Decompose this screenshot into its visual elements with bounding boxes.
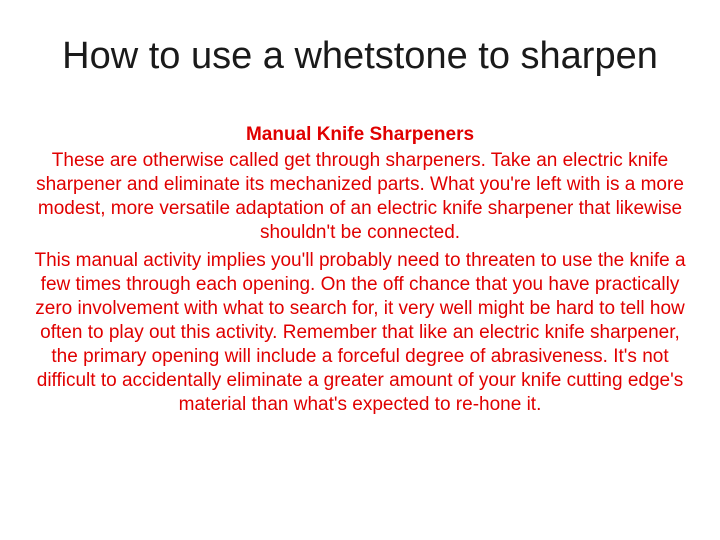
paragraph-1: These are otherwise called get through sharpeners. Take an electric knife sharpener and eliminate its mechanized parts. What you're left with is a more modest, more versatile adaptation of an electric knife sharpener that likewise shouldn't be connected. <box>36 150 684 243</box>
slide-title: How to use a whetstone to sharpen <box>62 35 658 77</box>
paragraph-2: This manual activity implies you'll probably need to threaten to use the knife a few times through each opening. On the off chance that you have practically zero involvement with what to search for, it very well might be hard to tell how often to play out this activity. Remember that like an electric knife sharpener, the primary opening will include a forceful degree of abrasiveness. It's not difficult to accidentally eliminate a greater amount of your knife cutting edge's material than what's expected to re-hone it. <box>34 250 686 415</box>
slide-body <box>26 122 694 421</box>
section-heading: Manual Knife Sharpeners <box>245 124 475 145</box>
